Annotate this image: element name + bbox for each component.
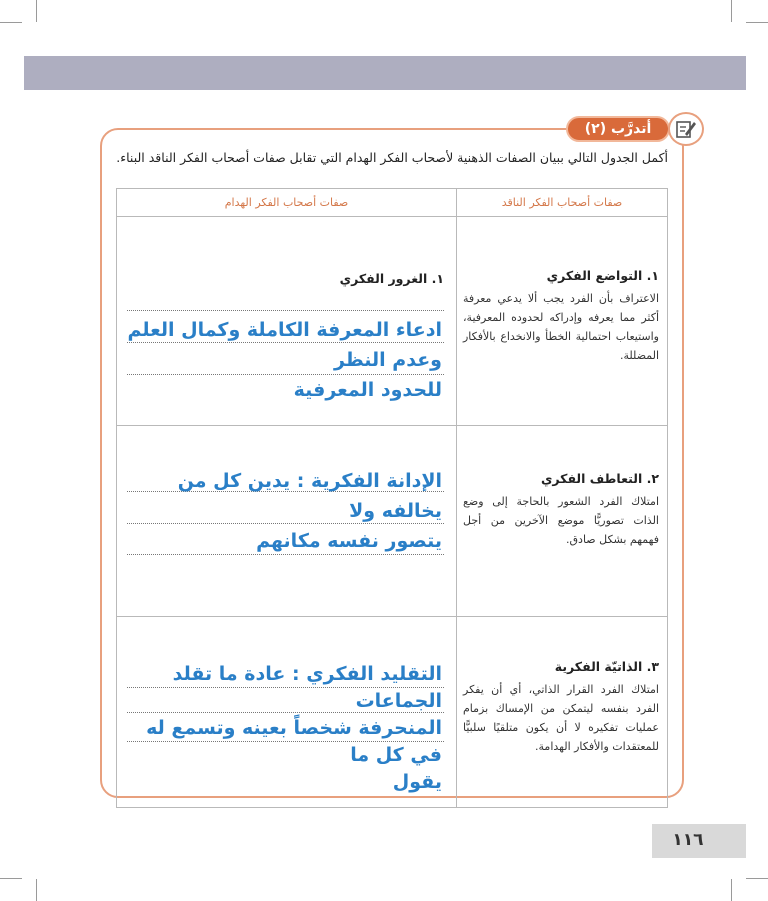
crop-mark [731,879,732,901]
answer-text-line: للحدود المعرفية [293,379,442,401]
critical-description: الاعتراف بأن الفرد يجب ألا يدعي معرفة أكثر مما يعرفه وإدراكه لحدوده المعرفية، واستيعاب احتمالية الخطأ والانخداع بالأفكار المضللة. [463,292,659,362]
answer-text-line: التقليد الفكري : عادة ما تقلد الجماعات [172,663,442,712]
crop-mark [746,22,768,23]
critical-cell [457,217,668,426]
instruction-text: أكمل الجدول التالي ببيان الصفات الذهنية لأصحاب الفكر الهدام التي تقابل صفات أصحاب الفكر الناقد البناء. [116,150,668,165]
critical-cell [457,426,668,617]
attributes-table [116,188,668,808]
handwritten-answer [117,315,442,405]
crop-mark [0,878,22,879]
pencil-note-icon [668,112,704,146]
answer-text-line: يقول [392,771,442,793]
table-row [117,426,668,617]
critical-cell [457,617,668,808]
critical-description: امتلاك الفرد القرار الذاتي، أي أن يفكر الفرد بنفسه ليتمكن من الإمساك بزمام عمليات تفكيره لا أن يكون متلقيًا سلبيًّا للمعتقدات والأفكار الهدامة. [463,683,659,753]
crop-mark [731,0,732,22]
handwritten-answer [117,661,442,796]
answer-text-line: الإدانة الفكرية : يدين كل من يخالفه ولا [177,470,442,522]
answer-text-line: ادعاء المعرفة الكاملة وكمال العلم وعدم النظر [127,319,442,371]
handwritten-answer [117,466,442,556]
header-band [24,56,746,90]
destructive-title: ١. الغرور الفكري [339,271,444,286]
critical-title: ٣. الذاتيّة الفكرية [554,659,659,674]
header-critical: صفات أصحاب الفكر الناقد [457,189,668,217]
table-row [117,617,668,808]
destructive-cell[interactable] [117,426,457,617]
critical-title: ٢. التعاطف الفكري [540,471,659,486]
critical-title: ١. التواضع الفكري [546,268,659,283]
critical-description: امتلاك الفرد الشعور بالحاجة إلى وضع الذات تصوريًّا موضع الآخرين من أجل فهمهم بشكل صادق. [463,495,659,546]
table-row [117,217,668,426]
crop-mark [36,879,37,901]
table-header-row [117,189,668,217]
header-destructive: صفات أصحاب الفكر الهدام [117,189,457,217]
destructive-cell[interactable] [117,217,457,426]
destructive-cell[interactable] [117,617,457,808]
crop-mark [36,0,37,22]
answer-text-line: المنحرفة شخصاً بعينه وتسمع له في كل ما [146,717,442,766]
exercise-badge [566,112,708,146]
badge-label: أتدرَّب (٢) [566,116,670,142]
crop-mark [0,22,22,23]
answer-text-line: يتصور نفسه مكانهم [256,530,442,552]
page-number: ١١٦ [672,830,704,850]
crop-mark [746,878,768,879]
